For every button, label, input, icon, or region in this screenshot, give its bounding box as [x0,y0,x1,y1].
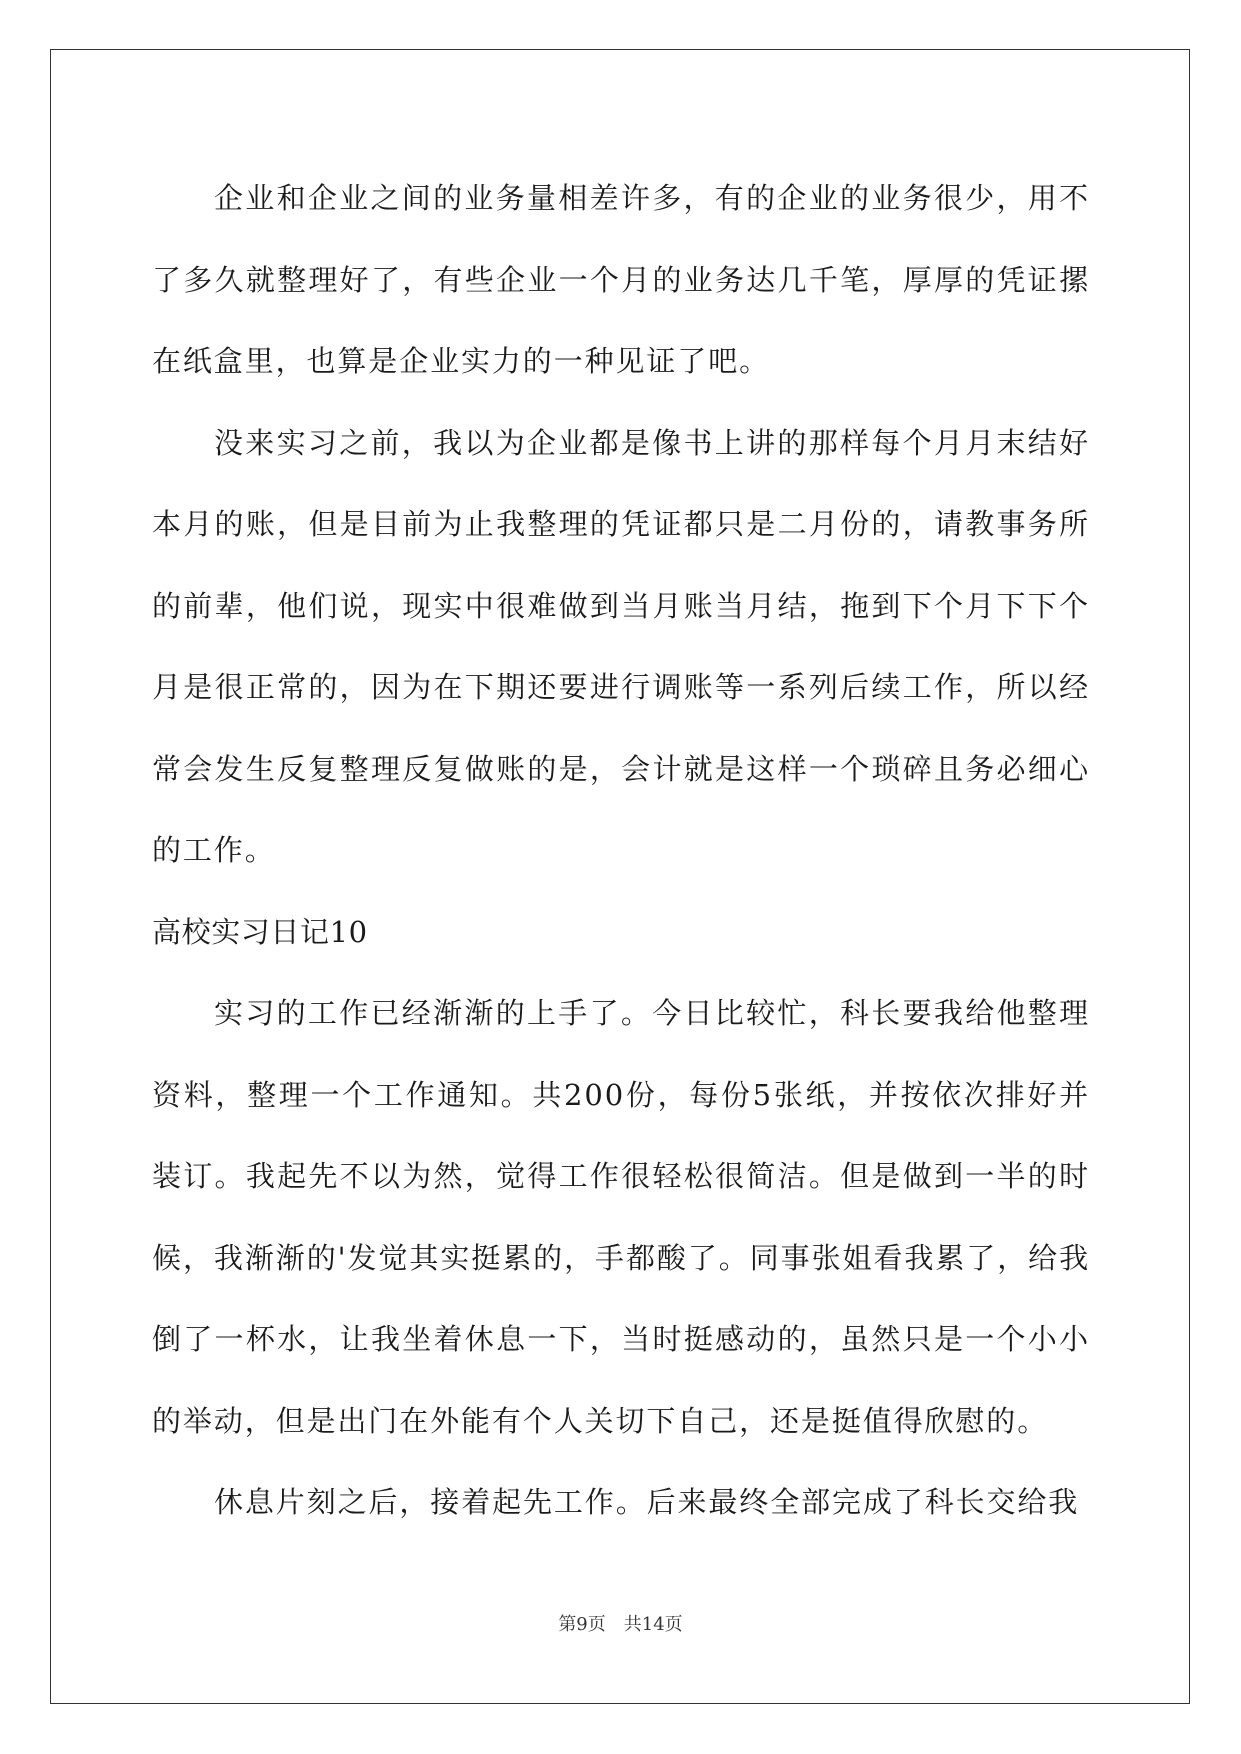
paragraph-1: 企业和企业之间的业务量相差许多，有的企业的业务很少，用不了多久就整理好了，有些企业一个月的业务达几千笔，厚厚的凭证摞在纸盒里，也算是企业实力的一种见证了吧。 [152,181,1090,378]
document-body [152,158,1090,1544]
paragraph-4: 休息片刻之后，接着起先工作。后来最终全部完成了科长交给我 [214,1485,1080,1519]
paragraph-2: 没来实习之前，我以为企业都是像书上讲的那样每个月月末结好本月的账，但是目前为止我整理的凭证都只是二月份的，请教事务所的前辈，他们说，现实中很难做到当月账当月结，拖到下个月下下个月是很正常的，因为在下期还要进行调账等一系列后续工作，所以经常会发生反复整理反复做账的是，会计就是这样一个琐碎且务必细心的工作。 [152,425,1090,867]
section-heading: 高校实习日记10 [152,914,368,949]
page-number-footer: 第9页 共14页 [558,1614,683,1635]
paragraph-3: 实习的工作已经渐渐的上手了。今日比较忙，科长要我给他整理资料，整理一个工作通知。共200份，每份5张纸，并按依次排好并装订。我起先不以为然，觉得工作很轻松很简洁。但是做到一半的时候，我渐渐的'发觉其实挺累的，手都酸了。同事张姐看我累了，给我倒了一杯水，让我坐着休息一下，当时挺感动的，虽然只是一个小小的举动，但是出门在外能有个人关切下自己，还是挺值得欣慰的。 [152,996,1090,1438]
